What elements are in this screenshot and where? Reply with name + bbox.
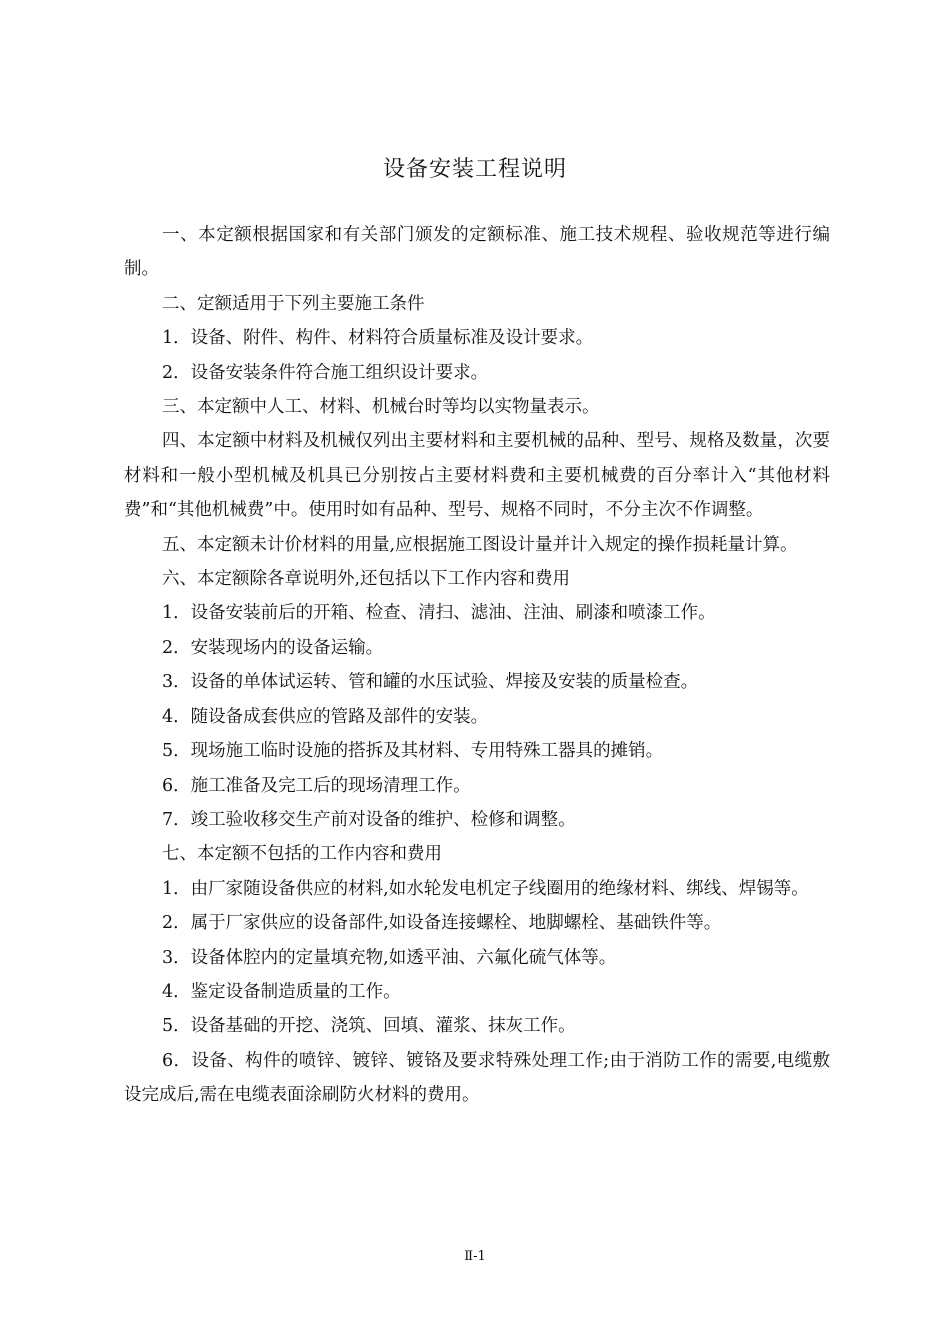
paragraph: 7．竣工验收移交生产前对设备的维护、检修和调整。 bbox=[162, 809, 576, 830]
paragraph: 2．安装现场内的设备运输。 bbox=[162, 637, 384, 658]
paragraph: 六、本定额除各章说明外,还包括以下工作内容和费用 bbox=[162, 569, 571, 590]
paragraph: 3．设备体腔内的定量填充物,如透平油、六氟化硫气体等。 bbox=[162, 947, 617, 968]
paragraph: 三、本定额中人工、材料、机械台时等均以实物量表示。 bbox=[162, 397, 600, 418]
paragraph: 5．设备基础的开挖、浇筑、回填、灌浆、抹灰工作。 bbox=[162, 1016, 576, 1037]
paragraph: 2．设备安装条件符合施工组织设计要求。 bbox=[162, 362, 489, 383]
paragraph: 6．施工准备及完工后的现场清理工作。 bbox=[162, 775, 471, 796]
document-body bbox=[124, 218, 830, 1113]
page-number: Ⅱ-1 bbox=[464, 1249, 486, 1264]
paragraph: 6．设备、构件的喷锌、镀锌、镀铬及要求特殊处理工作;由于消防工作的需要,电缆敷设完成后,需在电缆表面涂刷防火材料的费用。 bbox=[124, 1050, 830, 1106]
paragraph: 4．随设备成套供应的管路及部件的安装。 bbox=[162, 706, 489, 727]
paragraph: 1．设备安装前后的开箱、检查、清扫、滤油、注油、刷漆和喷漆工作。 bbox=[162, 603, 716, 624]
paragraph: 七、本定额不包括的工作内容和费用 bbox=[162, 844, 442, 865]
paragraph: 3．设备的单体试运转、管和罐的水压试验、焊接及安装的质量检查。 bbox=[162, 672, 699, 693]
page-title: 设备安装工程说明 bbox=[382, 157, 567, 182]
paragraph: 5．现场施工临时设施的搭拆及其材料、专用特殊工器具的摊销。 bbox=[162, 741, 664, 762]
paragraph: 2．属于厂家供应的设备部件,如设备连接螺栓、地脚螺栓、基础铁件等。 bbox=[162, 913, 722, 934]
paragraph: 五、本定额未计价材料的用量,应根据施工图设计量并计入规定的操作损耗量计算。 bbox=[162, 534, 798, 555]
paragraph: 4．鉴定设备制造质量的工作。 bbox=[162, 981, 401, 1002]
paragraph: 四、本定额中材料及机械仅列出主要材料和主要机械的品种、型号、规格及数量，次要材料和一般小型机械及机具已分别按占主要材料费和主要机械费的百分率计入“其他材料费”和“其他机械费”中。使用时如有品种、型号、规格不同时，不分主次不作调整。 bbox=[124, 431, 830, 521]
paragraph: 1．设备、附件、构件、材料符合质量标准及设计要求。 bbox=[162, 328, 594, 349]
paragraph: 1．由厂家随设备供应的材料,如水轮发电机定子线圈用的绝缘材料、绑线、焊锡等。 bbox=[162, 878, 809, 899]
paragraph: 二、定额适用于下列主要施工条件 bbox=[162, 293, 425, 314]
paragraph: 一、本定额根据国家和有关部门颁发的定额标准、施工技术规程、验收规范等进行编制。 bbox=[124, 225, 830, 280]
